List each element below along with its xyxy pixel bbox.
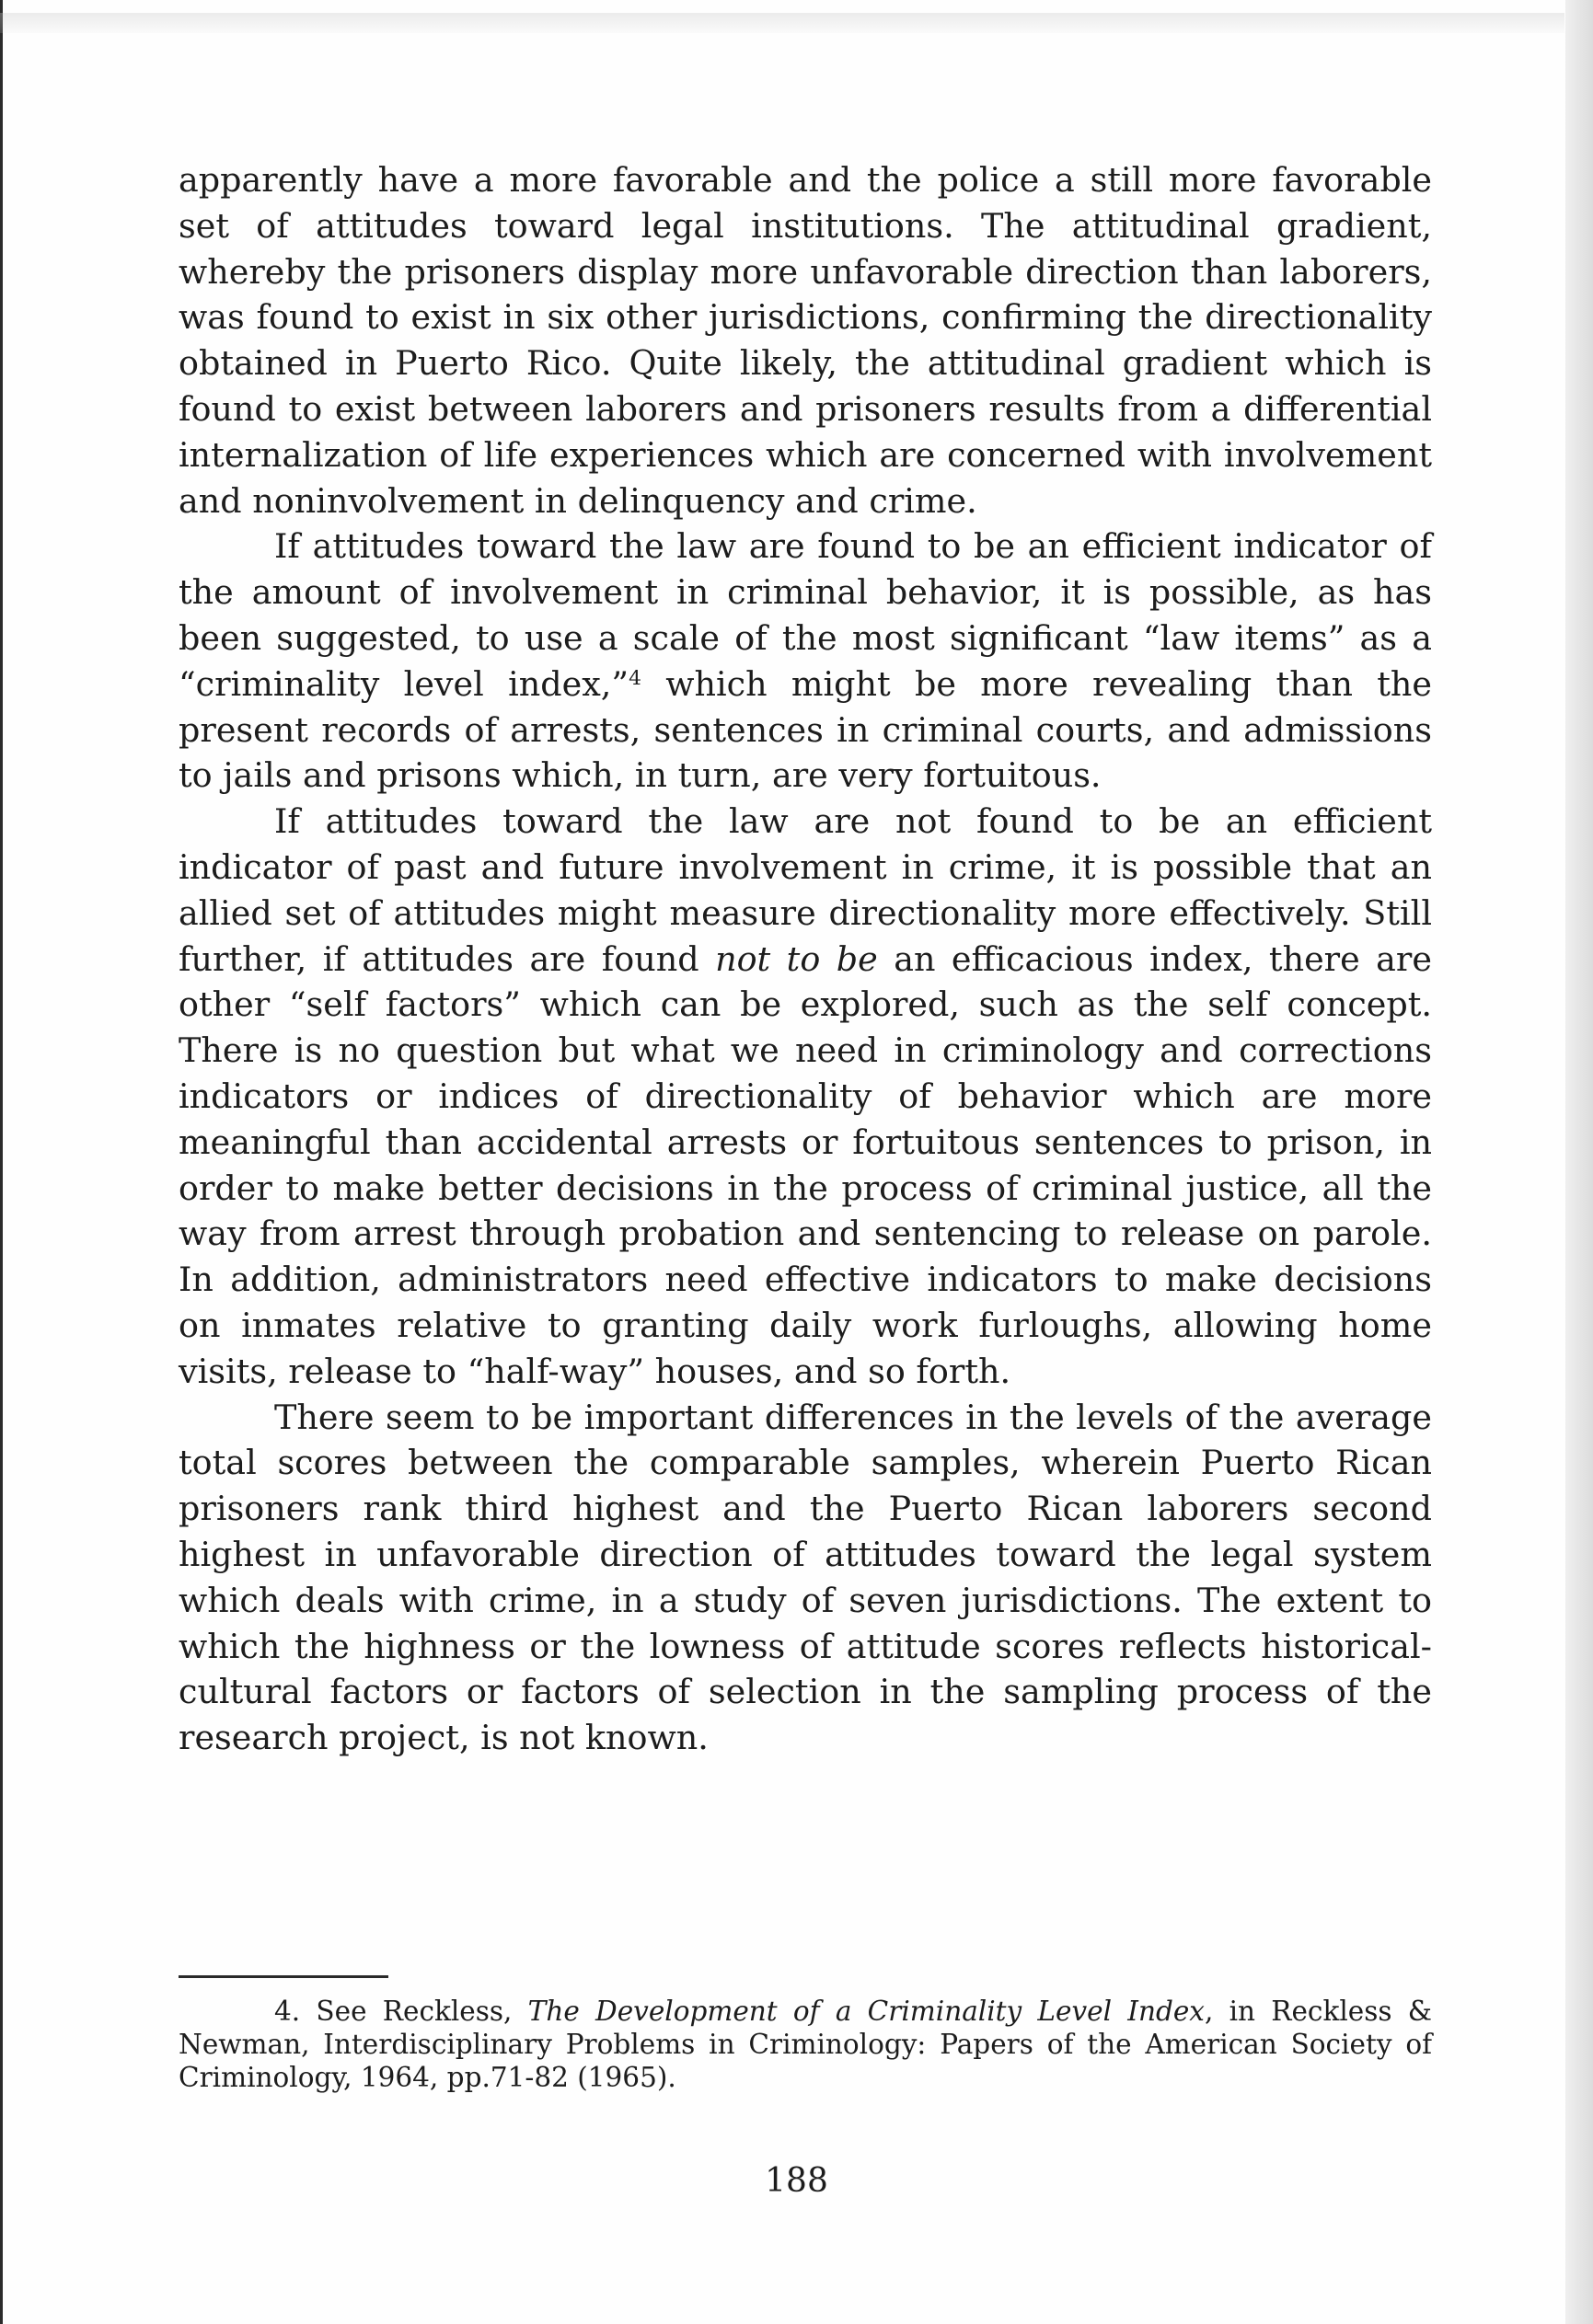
paragraph-2-text-b: which might be more revealing than the present records of arrests, sentences in criminal courts, and admissions to jails and prisons which, in turn, are very fortuitous. bbox=[179, 663, 1433, 796]
paragraph-3-text-a: If attitudes toward the law are not found to be an efficient indicator of past and future involvement in crime, it is possible that an allied set of attitudes might measure directionality more effectively. Still further, if attitudes are found bbox=[179, 801, 1432, 979]
paragraph-1: apparently have a more favorable and the police a still more favorable set of attitudes toward legal institutions. The attitudinal gradient, whereby the prisoners display more unfavorable direction than laborers, was found to exist in six other jurisdictions, confirming the directionality obtained in Puerto Rico. Quite likely, the attitudinal gradient which is found to exist between laborers and prisoners results from a differential internalization of life experiences which are concerned with involvement and noninvolvement in delinquency and crime. bbox=[179, 160, 1432, 521]
footnote-reference: 4 bbox=[629, 666, 642, 690]
footnote-title: The Development of a Criminality Level Index bbox=[527, 1996, 1205, 2027]
paragraph-2-text-a: If attitudes toward the law are found to be an efficient indicator of the amount of involvement in criminal behavior, it is possible, as has been suggested, to use a scale of the most significant “law items” as a “criminality level index,” bbox=[179, 526, 1432, 704]
scan-right-shadow bbox=[1565, 0, 1593, 2324]
footnote-text-a: See Reckless, bbox=[300, 1996, 528, 2027]
footnote-number: 4. bbox=[274, 1996, 301, 2027]
footnote bbox=[179, 1995, 1432, 2094]
paragraph-3-text-b: an efficacious index, there are other “self factors” which can be explored, such as the self concept. There is no question but what we need in criminology and corrections indicators or indices of directionality of behavior which are more meaningful than accidental arrests or fortuitous sentences to prison, in order to make better decisions in the process of criminal justice, all the way from arrest through probation and sentencing to release on parole. In addition, administrators need effective indicators to make decisions on inmates relative to granting daily work furloughs, allowing home visits, release to “half-way” houses, and so forth. bbox=[179, 938, 1432, 1391]
paragraph-3-emphasis: not to be bbox=[715, 938, 878, 979]
paragraph-2 bbox=[179, 523, 1432, 799]
page-number: 188 bbox=[765, 2162, 828, 2200]
paragraph-4: There seem to be important differences in the levels of the average total scores between the comparable samples, wherein Puerto Rican prisoners rank third highest and the Puerto Rican laborers second highest in unfavorable direction of attitudes toward the legal system which deals with crime, in a study of seven jurisdictions. The extent to which the highness or the lowness of attitude scores reflects historical-cultural factors or factors of selection in the sampling process of the research project, is not known. bbox=[179, 1397, 1432, 1758]
scan-left-edge bbox=[0, 0, 3, 2324]
scan-top-shadow bbox=[0, 13, 1564, 33]
footnote-text-b: , in Reckless & Newman, Interdisciplinary Problems in Criminology: Papers of the American Society of Criminology, 1964, pp.71-82 (1965). bbox=[179, 1996, 1433, 2093]
body-text bbox=[179, 157, 1432, 1761]
paragraph-3 bbox=[179, 799, 1432, 1394]
footnote-divider bbox=[179, 1975, 388, 1978]
